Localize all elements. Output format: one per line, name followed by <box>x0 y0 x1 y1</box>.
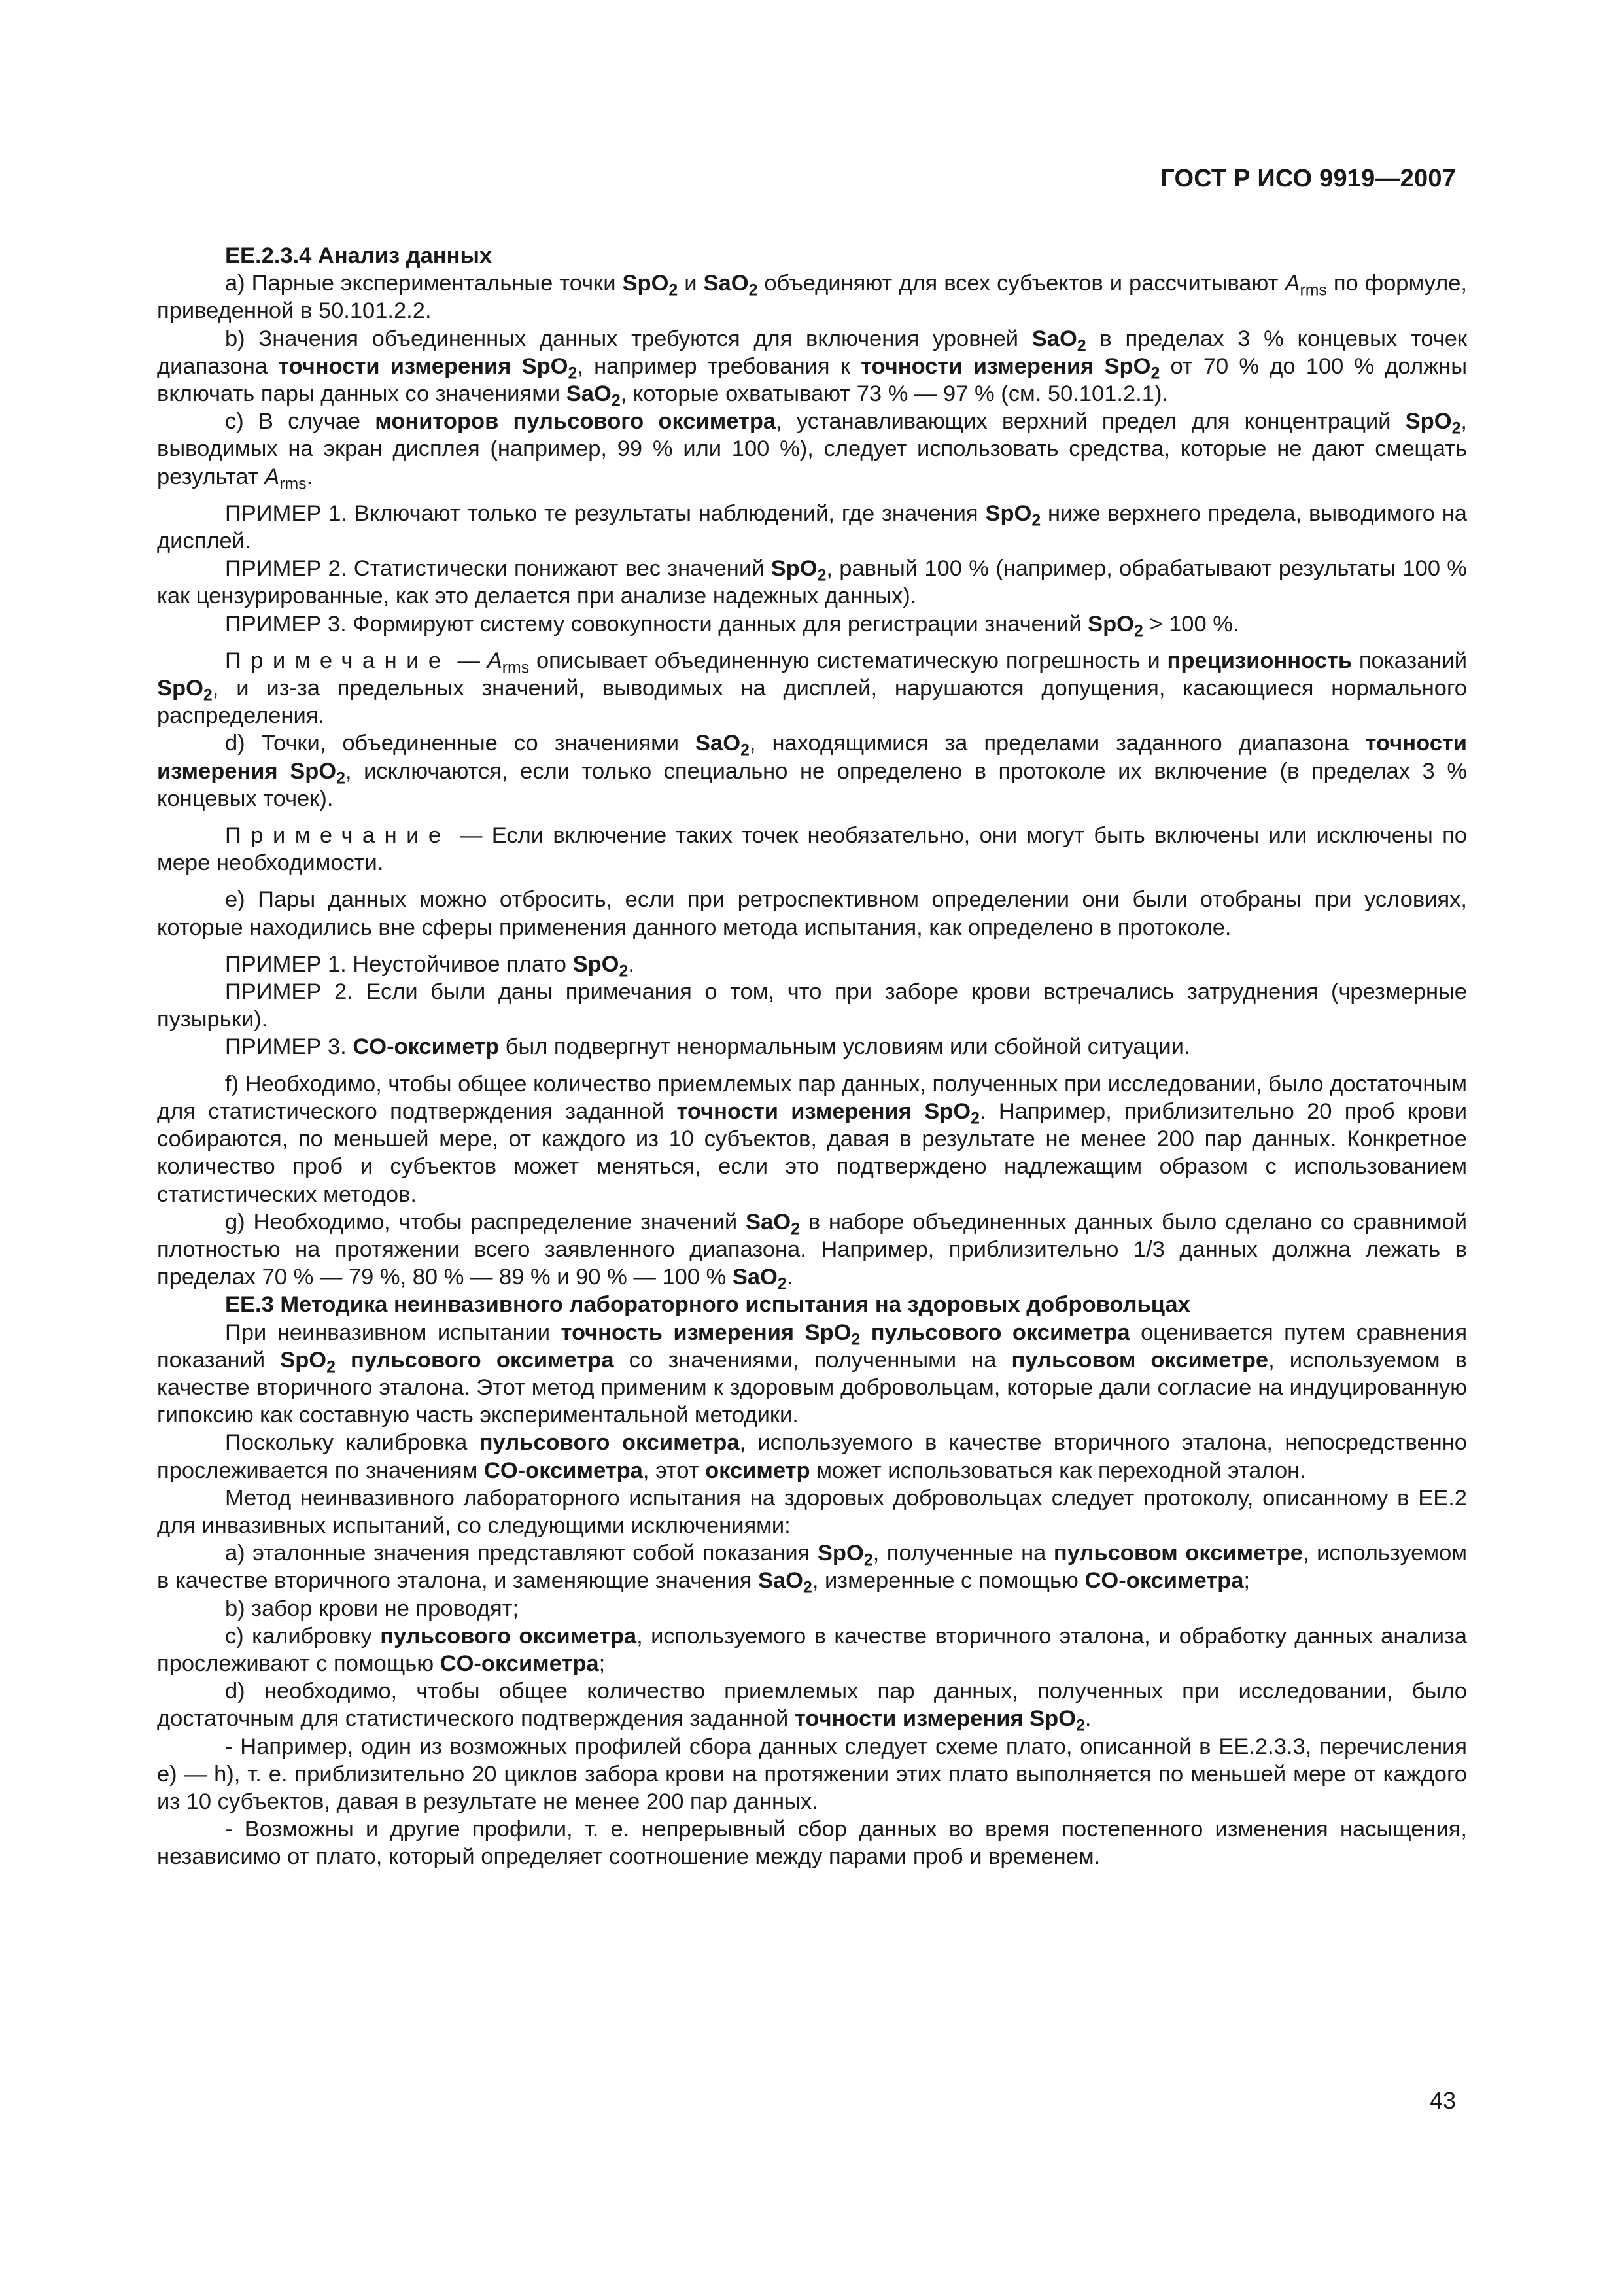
text-run: rms <box>1300 281 1327 300</box>
paragraph <box>157 500 1467 555</box>
text-run: — <box>450 648 487 673</box>
text-run: SpO <box>1405 409 1452 434</box>
text-run: в пределах 3 % концевых точек диапазона <box>157 326 1468 379</box>
text-run: Метод неинвазивного лабораторного испытания на здоровых добровольцах следует протоколу, описанному в EE.2 для инвазивных испытаний, со следующими исключениями: <box>157 1485 1467 1538</box>
text-run: a) Парные экспериментальные точки <box>225 271 623 296</box>
text-run: SpO <box>817 1541 864 1566</box>
text-run: . Например, приблизительно 20 проб крови собираются, по меньшей мере, от каждого из 10 субъектов, давая в результате не менее 200 пар данных. Конкретное количество проб и субъектов может меняться, если это подтверждено надлежащим образом с использованием статистических методов. <box>157 1098 1467 1207</box>
text-run: A <box>1285 271 1300 296</box>
text-run: 2 <box>1451 419 1461 438</box>
document-body <box>157 242 1467 1871</box>
text-run: CO-оксиметра <box>483 1458 643 1483</box>
text-run: 2 <box>971 1110 980 1128</box>
text-run: прецизионность <box>1167 648 1353 673</box>
text-run: SpO <box>770 556 818 582</box>
text-run: и <box>678 271 704 296</box>
text-run: e) Пары данных можно отбросить, если при ретроспективном определении они были отобраны при условиях, которые находились вне сферы применения данного метода испытания, как определено в протоколе. <box>157 887 1467 940</box>
text-run: 2 <box>863 1551 873 1569</box>
text-run: пульсового оксиметра <box>479 1430 740 1456</box>
paragraph <box>157 1595 1467 1622</box>
text-run: d) необходимо, чтобы общее количество приемлемых пар данных, полученных при исследовании, было достаточным для статистического подтверждения заданной <box>157 1679 1467 1732</box>
text-run: SaO <box>703 271 749 296</box>
text-run: g) Необходимо, чтобы распределение значений <box>225 1209 746 1235</box>
paragraph <box>157 1208 1467 1291</box>
paragraph <box>157 325 1467 408</box>
text-run: 2 <box>1031 512 1041 530</box>
text-run: rms <box>502 659 530 677</box>
text-run: пульсового оксиметра <box>335 1347 614 1373</box>
text-run: EE.3 Методика неинвазивного лабораторного испытания на здоровых добровольцах <box>225 1292 1190 1318</box>
text-run: , находящимися за пределами заданного диапазона <box>749 731 1366 756</box>
paragraph <box>157 610 1467 638</box>
text-run: точности измерения SpO <box>861 353 1151 379</box>
text-run: объединяют для всех субъектов и рассчитывают <box>757 271 1285 296</box>
paragraph <box>157 1429 1467 1484</box>
text-run: мониторов пульсового оксиметра <box>375 409 776 434</box>
text-run: SaO <box>566 381 612 407</box>
text-run: SaO <box>1031 326 1077 351</box>
text-run: точности измерения SpO <box>278 353 568 379</box>
text-run: в наборе объединенных данных было сделано со сравнимой плотностью на протяжении всего заявленного диапазона. Например, приблизительно 1/3 данных должна лежать в пределах 70 % — 79 %, 80 % — 89 % и 90 % — 100 % <box>157 1209 1467 1290</box>
text-run: SpO <box>1088 611 1134 637</box>
text-run: SaO <box>746 1209 791 1235</box>
text-run: 2 <box>1077 337 1086 355</box>
text-run: 2 <box>1076 1717 1085 1735</box>
text-run: ПРИМЕР 3. Формируют систему совокупности данных для регистрации значений <box>225 611 1088 637</box>
text-run: , этот <box>642 1458 706 1483</box>
text-run: 2 <box>668 281 678 300</box>
text-run: оценивается путем сравнения показаний <box>157 1320 1468 1373</box>
text-run: пульсовом оксиметре <box>1011 1347 1269 1373</box>
text-run: оксиметр <box>705 1458 810 1483</box>
text-run: был подвергнут ненормальным условиям или сбойной ситуации. <box>499 1034 1190 1060</box>
text-run: может использоваться как переходной эталон. <box>810 1458 1306 1483</box>
text-run: SpO <box>622 271 669 296</box>
text-run: rms <box>279 475 307 493</box>
paragraph <box>157 1033 1467 1060</box>
text-run: пульсовом оксиметре <box>1053 1541 1303 1566</box>
text-run: . <box>1084 1706 1092 1732</box>
text-run: CO-оксиметр <box>353 1034 500 1060</box>
paragraph <box>157 951 1467 981</box>
text-run: точности измерения SpO <box>676 1098 971 1124</box>
text-run: A <box>487 648 502 673</box>
text-run: CO-оксиметра <box>1084 1568 1244 1594</box>
text-run: > 100 %. <box>1143 611 1239 637</box>
paragraph <box>157 555 1467 610</box>
paragraph <box>157 886 1467 941</box>
text-run: b) Значения объединенных данных требуются для включения уровней <box>225 326 1032 351</box>
text-run: , полученные на <box>872 1541 1054 1566</box>
text-run: 2 <box>326 1358 336 1376</box>
section-heading <box>157 1291 1467 1318</box>
text-run: 2 <box>851 1330 861 1348</box>
text-run: 2 <box>568 364 578 383</box>
text-run: 2 <box>1133 622 1143 640</box>
paragraph <box>157 1677 1467 1735</box>
text-run: 2 <box>1150 364 1160 383</box>
paragraph <box>157 270 1467 324</box>
text-run: точности измерения SpO <box>794 1706 1077 1732</box>
text-run: EE.2.3.4 Анализ данных <box>225 243 492 268</box>
text-run: - Например, один из возможных профилей сбора данных следует схеме плато, описанной в EE.2.3.3, перечисления e) — h), т. е. приблизительно 20 циклов забора крови на протяжении этих плато выполняется по меньшей мере от каждого из 10 субъектов, давая в результате не менее 200 пар данных. <box>157 1734 1467 1814</box>
text-run: пульсового оксиметра <box>380 1623 637 1649</box>
text-run: от 70 % до 100 % должны включать пары данных со значениями <box>157 353 1468 407</box>
text-run: 2 <box>791 1220 800 1238</box>
paragraph <box>157 1733 1467 1816</box>
paragraph <box>157 1070 1467 1208</box>
text-run: 2 <box>203 686 213 705</box>
text-run: CO-оксиметра <box>440 1651 599 1676</box>
text-run: d) Точки, объединенные со значениями <box>225 731 696 756</box>
paragraph <box>157 1815 1467 1870</box>
text-run: , используемого в качестве вторичного эталона, непосредственно прослеживается по значениям <box>157 1430 1467 1483</box>
text-run: ПРИМЕР 1. Включают только те результаты наблюдений, где значения <box>225 500 986 526</box>
text-run: При неинвазивном испытании <box>225 1320 561 1345</box>
text-run: b) забор крови не проводят; <box>225 1596 519 1621</box>
text-run: точности измерения SpO <box>157 731 1467 784</box>
text-run: SpO <box>572 951 619 977</box>
text-run: A <box>264 464 280 489</box>
text-run: SpO <box>157 676 203 701</box>
paragraph <box>157 1539 1467 1597</box>
text-run: , и из-за предельных значений, выводимых на дисплей, нарушаются допущения, касающиеся нормального распределения. <box>157 676 1467 729</box>
text-run: , равный 100 % (например, обрабатывают результаты 100 % как цензурированные, как это делается при анализе надежных данных). <box>157 556 1467 609</box>
text-run: SaO <box>757 1568 804 1594</box>
text-run: 2 <box>336 769 345 788</box>
text-run: пульсового оксиметра <box>860 1320 1130 1345</box>
text-run: 2 <box>803 1579 812 1597</box>
paragraph <box>157 822 1467 877</box>
paragraph <box>157 647 1467 730</box>
text-run: по формуле, приведенной в 50.101.2.2. <box>157 271 1467 324</box>
text-run: . <box>306 464 313 489</box>
standard-header: ГОСТ Р ИСО 9919—2007 <box>1160 165 1456 192</box>
text-run: — Если включение таких точек необязательно, они могут быть включены или исключены по мере необходимости. <box>157 823 1467 876</box>
paragraph <box>157 1484 1467 1539</box>
text-run: 2 <box>817 567 827 585</box>
text-run: , например требования к <box>577 353 861 379</box>
text-run: описывает объединенную систематическую погрешность и <box>529 648 1167 673</box>
section-heading <box>157 242 1467 270</box>
text-run: 2 <box>777 1275 787 1293</box>
text-run: 2 <box>740 741 750 760</box>
paragraph <box>157 408 1467 491</box>
text-run: c) В случае <box>225 409 375 434</box>
text-run: 2 <box>619 962 629 981</box>
text-run: ; <box>1243 1568 1251 1594</box>
text-run: SaO <box>695 731 741 756</box>
text-run: ПРИМЕР 2. Если были даны примечания о том, что при заборе крови встречались затруднения (чрезмерные пузырьки). <box>157 979 1467 1032</box>
text-run: SpO <box>280 1347 327 1373</box>
text-run: со значениями, полученными на <box>613 1347 1012 1373</box>
paragraph <box>157 978 1467 1033</box>
text-run: SaO <box>732 1265 778 1290</box>
text-run: Поскольку калибровка <box>225 1430 479 1456</box>
text-run: , устанавливающих верхний предел для концентраций <box>776 409 1406 434</box>
text-run: f) Необходимо, чтобы общее количество приемлемых пар данных, полученных при исследовании, было достаточным для статистического подтверждения заданной <box>157 1071 1467 1124</box>
text-run: точность измерения SpO <box>561 1320 852 1345</box>
text-run: 2 <box>748 281 758 300</box>
text-run: 2 <box>611 392 621 410</box>
text-run: SpO <box>985 500 1032 526</box>
text-run: . <box>628 951 634 977</box>
text-run: a) эталонные значения представляют собой показания <box>225 1541 818 1566</box>
text-run: - Возможны и другие профили, т. е. непрерывный сбор данных во время постепенного изменения насыщения, независимо от плато, который определяет соотношение между парами проб и временем. <box>157 1817 1467 1870</box>
text-run: , исключаются, если только специально не определено в протоколе их включение (в пределах 3 % концевых точек). <box>157 758 1467 811</box>
page-number: 43 <box>1429 2087 1456 2114</box>
paragraph <box>157 1319 1467 1429</box>
text-run: , используемого в качестве вторичного эталона, и обработку данных анализа прослеживают с помощью <box>157 1623 1467 1676</box>
text-run: . <box>786 1265 793 1290</box>
text-run: ПРИМЕР 1. Неустойчивое плато <box>225 951 573 977</box>
paragraph <box>157 729 1467 813</box>
text-run: ПРИМЕР 3. <box>225 1034 353 1060</box>
text-run: показаний <box>1352 648 1467 673</box>
text-run: Примечание <box>225 648 451 673</box>
text-run: , используемом в качестве вторичного эталона. Этот метод применим к здоровым добровольцам, которые дали согласие на индуцированную гипоксию как составную часть экспериментальной методики. <box>157 1347 1467 1428</box>
text-run: ПРИМЕР 2. Статистически понижают вес значений <box>225 556 771 582</box>
text-run: , измеренные с помощью <box>812 1568 1085 1594</box>
text-run: ; <box>598 1651 606 1676</box>
paragraph <box>157 1622 1467 1677</box>
text-run: , используемом в качестве вторичного эталона, и заменяющие значения <box>157 1541 1467 1594</box>
text-run: , которые охватывают 73 % — 97 % (см. 50.101.2.1). <box>620 381 1169 407</box>
text-run: ниже верхнего предела, выводимого на дисплей. <box>157 500 1467 554</box>
text-run: Примечание <box>225 823 451 849</box>
text-run: , выводимых на экран дисплея (например, 99 % или 100 %), следует использовать средства, которые не дают смещать результат <box>157 409 1467 489</box>
text-run: c) калибровку <box>225 1623 381 1649</box>
